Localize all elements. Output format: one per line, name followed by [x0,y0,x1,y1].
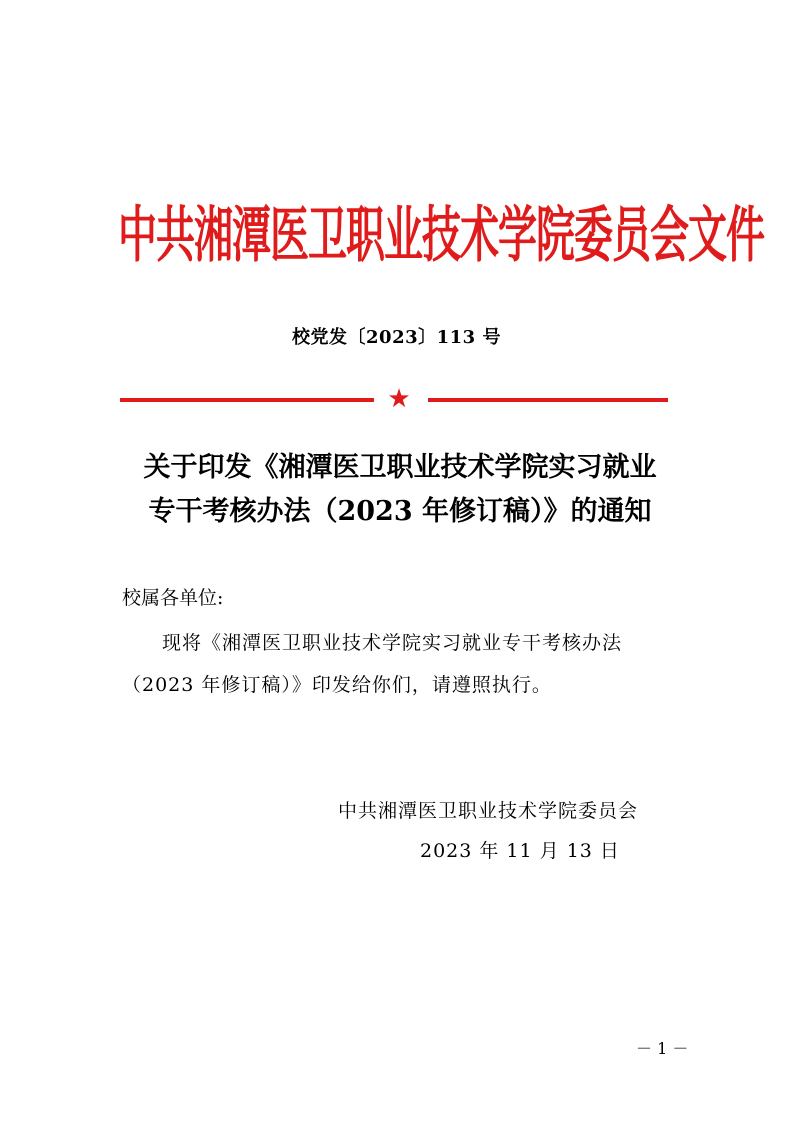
body-paragraph [122,622,682,706]
red-divider-left [120,398,374,402]
issuer-signature: 中共湘潭医卫职业技术学院委员会 [338,800,639,822]
red-masthead: 中共湘潭医卫职业技术学院委员会文件 [118,201,765,272]
page-number: － 1 － [636,1039,689,1058]
title-line-2: 专干考核办法（2023 年修订稿）》的通知 [148,496,652,527]
star-icon: ★ [387,384,411,414]
red-divider-right [428,398,668,402]
document-number: 校党发〔2023〕113 号 [292,327,501,348]
document-title [110,446,690,534]
body-line-2: （2023 年修订稿）》印发给你们，请遵照执行。 [122,674,552,696]
body-line-1: 现将《湘潭医卫职业技术学院实习就业专干考核办法 [162,632,623,654]
salutation: 校属各单位: [122,587,224,609]
issue-date: 2023 年 11 月 13 日 [420,840,620,862]
title-line-1: 关于印发《湘潭医卫职业技术学院实习就业 [143,452,657,483]
